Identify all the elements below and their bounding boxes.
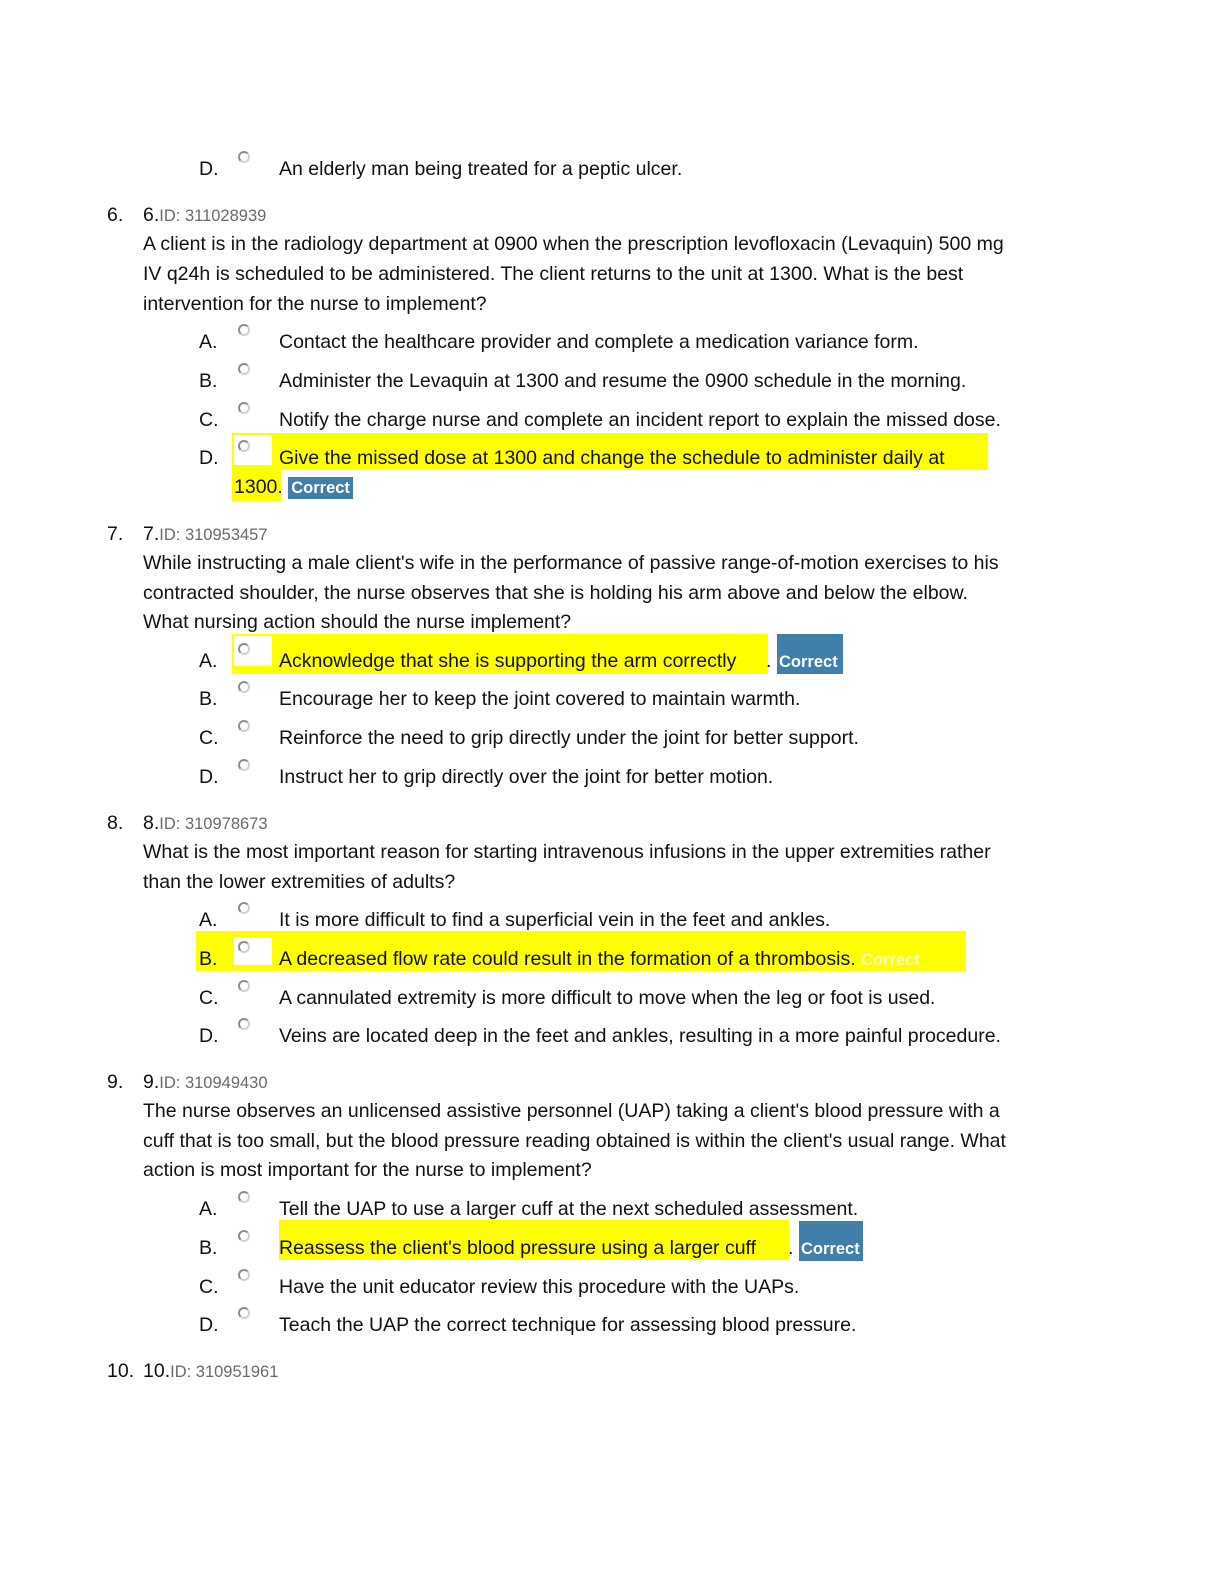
- question-prefix: 6.: [143, 204, 160, 226]
- option-text: Reinforce the need to grip directly under the joint for better support.: [279, 727, 859, 749]
- question-id: [143, 1067, 268, 1099]
- radio-button[interactable]: [238, 720, 250, 732]
- radio-button[interactable]: [238, 1018, 250, 1030]
- question-stem-line: action is most important for the nurse to implement?: [143, 1159, 592, 1181]
- question-stem-line: The nurse observes an unlicensed assistive personnel (UAP) taking a client's blood pressure with a: [143, 1100, 1000, 1122]
- option-text: Instruct her to grip directly over the joint for better motion.: [279, 766, 774, 788]
- option-text: Have the unit educator review this procedure with the UAPs.: [279, 1276, 800, 1298]
- punctuation: .: [788, 1237, 794, 1259]
- question-stem-line: intervention for the nurse to implement?: [143, 293, 487, 315]
- radio-button[interactable]: [238, 759, 250, 771]
- option-text-continued: [234, 472, 353, 502]
- list-number: 10.: [107, 1360, 135, 1382]
- option-text: Encourage her to keep the joint covered to maintain warmth.: [279, 688, 801, 710]
- radio-button[interactable]: [238, 980, 250, 992]
- option-letter: C.: [199, 727, 219, 749]
- question-prefix: 10.: [143, 1360, 171, 1382]
- correct-badge: Correct: [799, 1221, 863, 1261]
- question-prefix: 7.: [143, 523, 160, 545]
- radio-button[interactable]: [238, 1307, 250, 1319]
- option-letter: B.: [199, 948, 218, 970]
- option-letter: B.: [199, 1237, 218, 1259]
- option-letter: D.: [199, 1314, 219, 1336]
- id-value: 310953457: [184, 526, 268, 544]
- radio-button[interactable]: [238, 402, 250, 414]
- option-letter: D.: [199, 766, 219, 788]
- radio-button[interactable]: [238, 941, 250, 953]
- option-text: Veins are located deep in the feet and ankles, resulting in a more painful procedure.: [279, 1025, 1001, 1047]
- option-letter: C.: [199, 1276, 219, 1298]
- question-prefix: 8.: [143, 812, 160, 834]
- radio-button[interactable]: [238, 440, 250, 452]
- option-text-value: A decreased flow rate could result in the formation of a thrombosis.: [279, 948, 856, 970]
- list-number: 6.: [107, 204, 124, 226]
- radio-button[interactable]: [238, 1230, 250, 1242]
- radio-button[interactable]: [238, 1269, 250, 1281]
- id-label: ID:: [159, 815, 185, 833]
- option-text: [279, 944, 920, 975]
- option-text: Contact the healthcare provider and complete a medication variance form.: [279, 331, 919, 353]
- id-value: 310949430: [184, 1074, 268, 1092]
- question-stem-line: While instructing a male client's wife in the performance of passive range-of-motion exercises to his: [143, 552, 999, 574]
- option-letter: B.: [199, 370, 218, 392]
- option-text: An elderly man being treated for a peptic ulcer.: [279, 158, 683, 180]
- id-label: ID:: [159, 526, 185, 544]
- id-value: 311028939: [184, 207, 267, 225]
- option-text: Acknowledge that she is supporting the arm correctly: [279, 650, 737, 672]
- option-text: It is more difficult to find a superficial vein in the feet and ankles.: [279, 909, 831, 931]
- question-id: [143, 200, 266, 232]
- radio-button[interactable]: [238, 151, 250, 163]
- radio-button[interactable]: [238, 363, 250, 375]
- list-number: 7.: [107, 523, 124, 545]
- question-id: [143, 808, 268, 840]
- option-letter: A.: [199, 1198, 218, 1220]
- list-number: 9.: [107, 1071, 124, 1093]
- option-letter: D.: [199, 1025, 219, 1047]
- radio-button[interactable]: [238, 324, 250, 336]
- option-letter: B.: [199, 688, 218, 710]
- option-text: Teach the UAP the correct technique for assessing blood pressure.: [279, 1314, 857, 1336]
- id-value: 310978673: [184, 815, 268, 833]
- option-letter: A.: [199, 331, 218, 353]
- question-stem-line: cuff that is too small, but the blood pressure reading obtained is within the client's usual range. What: [143, 1130, 1006, 1152]
- question-stem-line: A client is in the radiology department at 0900 when the prescription levofloxacin (Levaquin) 500 mg: [143, 233, 1004, 255]
- question-prefix: 9.: [143, 1071, 160, 1093]
- correct-badge: Correct: [777, 634, 843, 674]
- radio-button[interactable]: [238, 1191, 250, 1203]
- option-letter: D.: [199, 158, 219, 180]
- id-label: ID:: [159, 1074, 185, 1092]
- radio-button[interactable]: [238, 902, 250, 914]
- id-value: 310951961: [195, 1363, 279, 1381]
- list-number: 8.: [107, 812, 124, 834]
- question-stem-line: contracted shoulder, the nurse observes that she is holding his arm above and below the elbow.: [143, 582, 968, 604]
- option-text: Reassess the client's blood pressure using a larger cuff: [279, 1237, 757, 1259]
- option-text: Tell the UAP to use a larger cuff at the next scheduled assessment.: [279, 1198, 859, 1220]
- id-label: ID:: [159, 207, 185, 225]
- punctuation: .: [277, 476, 283, 498]
- question-stem-line: IV q24h is scheduled to be administered. The client returns to the unit at 1300. What is the best: [143, 263, 964, 285]
- punctuation: .: [766, 650, 772, 672]
- option-letter: C.: [199, 409, 219, 431]
- radio-button[interactable]: [238, 643, 250, 655]
- question-id: [143, 1356, 278, 1388]
- question-stem-line: What is the most important reason for starting intravenous infusions in the upper extremities rather: [143, 841, 991, 863]
- option-letter: A.: [199, 650, 218, 672]
- option-text: Administer the Levaquin at 1300 and resume the 0900 schedule in the morning.: [279, 370, 967, 392]
- question-stem-line: than the lower extremities of adults?: [143, 871, 456, 893]
- correct-badge: Correct: [861, 951, 920, 969]
- option-letter: A.: [199, 909, 218, 931]
- id-label: ID:: [170, 1363, 196, 1381]
- question-stem-line: What nursing action should the nurse implement?: [143, 611, 572, 633]
- correct-badge: Correct: [288, 477, 353, 499]
- radio-button[interactable]: [238, 681, 250, 693]
- option-letter: D.: [199, 447, 219, 469]
- option-text: Notify the charge nurse and complete an incident report to explain the missed dose.: [279, 409, 1001, 431]
- option-text: Give the missed dose at 1300 and change the schedule to administer daily at: [279, 447, 945, 469]
- option-letter: C.: [199, 987, 219, 1009]
- option-text: 1300: [234, 476, 278, 498]
- question-id: [143, 519, 268, 551]
- option-text: A cannulated extremity is more difficult to move when the leg or foot is used.: [279, 987, 936, 1009]
